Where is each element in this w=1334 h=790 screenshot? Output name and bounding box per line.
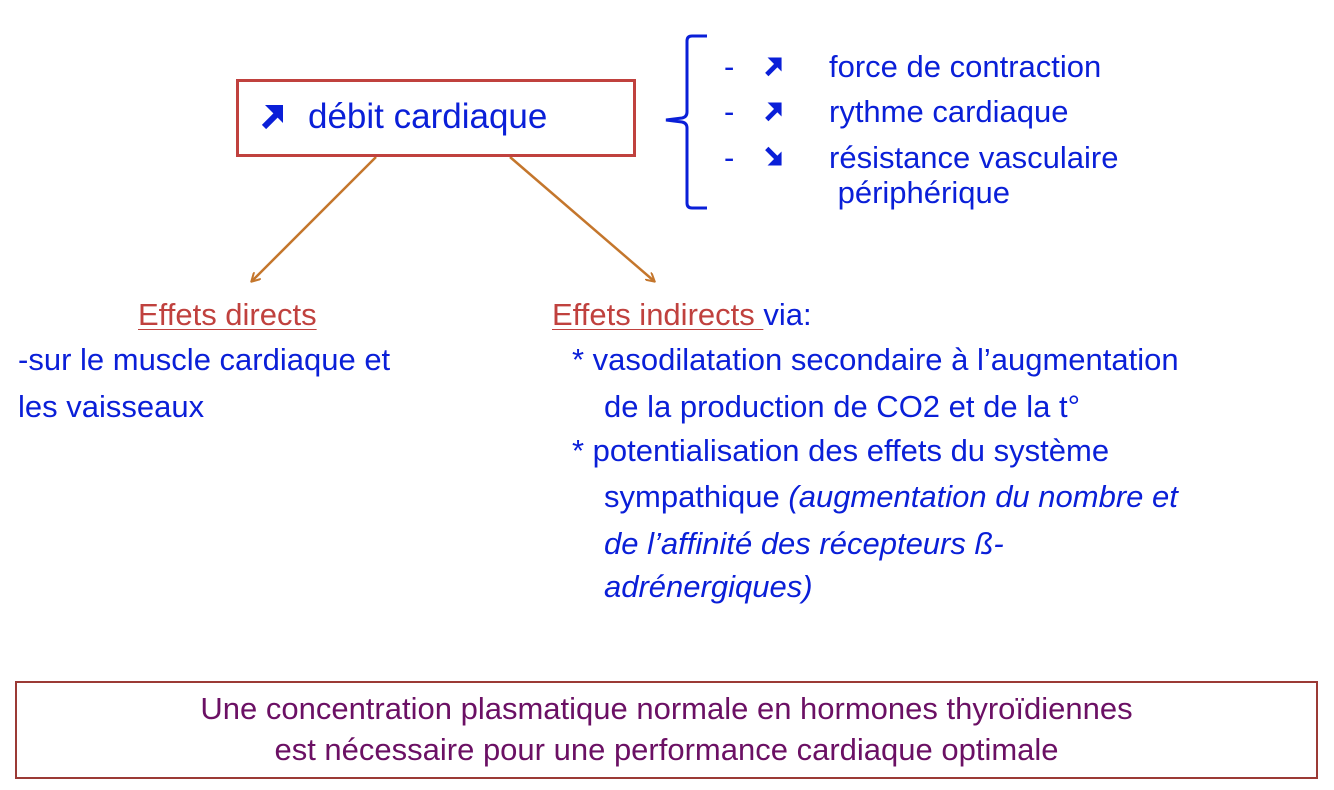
indirect-bullet-2-italic-3: adrénergiques) <box>604 569 813 604</box>
effect-label-resistance-2: périphérique <box>829 175 1010 210</box>
indirect-bullet-1-line-2: de la production de CO2 et de la t° <box>604 389 1080 424</box>
indirect-bullet-2-italic-1: (augmentation du nombre et <box>788 479 1178 514</box>
effect-label-resistance-1: résistance vasculaire <box>829 140 1119 175</box>
indirect-effects-title: Effets indirects <box>552 297 764 332</box>
effect-item-resistance: - <box>724 140 787 176</box>
indirect-bullet-1-line-1: * vasodilatation secondaire à l’augmentation <box>572 342 1179 377</box>
indirect-bullet-2-italic-2: de l’affinité des récepteurs ß- <box>604 526 1004 561</box>
effect-label-rhythm: rythme cardiaque <box>829 94 1069 129</box>
down-right-arrow-icon <box>759 143 787 171</box>
indirect-bullet-2-line-1: * potentialisation des effets du système <box>572 433 1110 468</box>
effect-item-force: - <box>724 49 787 85</box>
direct-effects-line-2: les vaisseaux <box>18 389 205 424</box>
up-right-arrow-icon <box>759 97 787 125</box>
cardiac-output-label: débit cardiaque <box>254 97 547 137</box>
up-right-arrow-icon <box>759 52 787 80</box>
effect-item-rhythm: - <box>724 94 787 130</box>
indirect-effects-heading <box>552 297 812 333</box>
conclusion-line-2: est nécessaire pour une performance cardiaque optimale <box>274 732 1059 767</box>
direct-effects-title: Effets directs <box>138 297 317 332</box>
up-right-arrow-icon <box>254 98 290 134</box>
indirect-bullet-2-line-2 <box>604 479 1178 515</box>
indirect-effects-suffix: via: <box>763 297 812 332</box>
conclusion-line-1: Une concentration plasmatique normale en hormones thyroïdiennes <box>200 691 1133 726</box>
indirect-bullet-2-normal: sympathique <box>604 479 789 514</box>
direct-effects-line-1: -sur le muscle cardiaque et <box>18 342 391 377</box>
curly-brace <box>666 36 707 208</box>
arrow-to-indirect-effects <box>510 157 654 281</box>
effect-label-force: force de contraction <box>829 49 1102 84</box>
arrow-to-direct-effects <box>252 157 376 281</box>
